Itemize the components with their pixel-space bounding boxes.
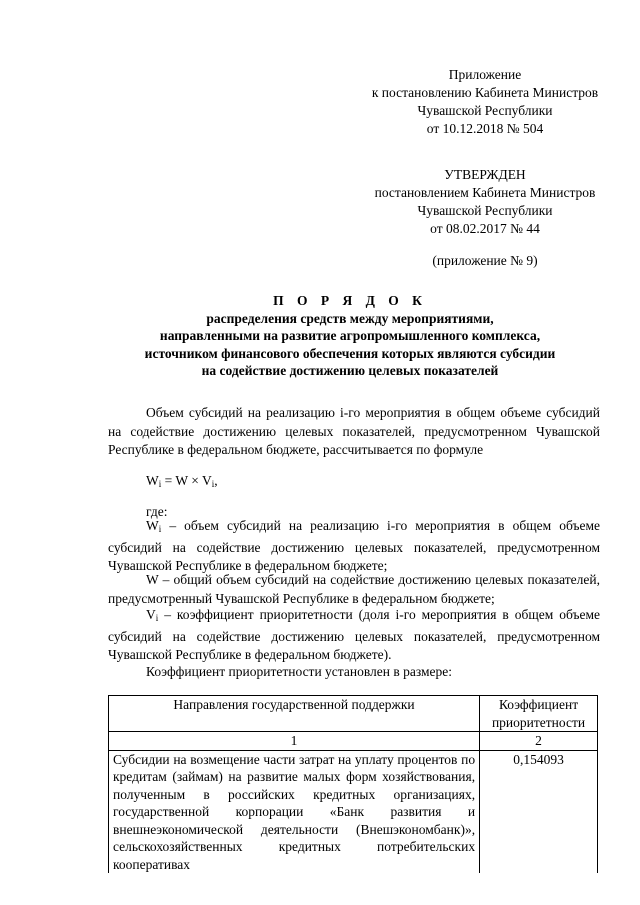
table-row [109,750,598,873]
row-direction: Субсидии на возмещение части затрат на уплату процентов по кредитам (займам) на развитие малых форм хозяйствования, полученным в российских кредитных организациях, государственной корпорации «Банк развития и внешнеэкономической деятельности (Внешэкономбанк)», сельскохозяйственных кредитных потребительских кооперативах [109,750,480,873]
formula-eq: = W × V [161,473,212,488]
table-column-numbers-row [109,732,598,751]
formula-end: , [214,473,218,488]
def-wi-text: – объем субсидий на реализацию i-го мероприятия в общем объеме субсидий на содействие достижению целевых показателей, предусмотренном Чувашской Республике в федеральном бюджете; [108,518,600,573]
annex-republic: Чувашской Республики [417,103,553,118]
formula-sub-i: i [158,479,162,489]
annex-block [360,66,610,138]
def-wi-symbol: W [146,518,159,533]
coefficient-table [108,695,598,873]
approved-title: УТВЕРЖДЕН [444,167,526,182]
header-direction: Направления государственной поддержки [109,696,480,732]
intro-paragraph: Объем субсидий на реализацию i-го мероприятия в общем объеме субсидий на содействие достижению целевых показателей, предусмотренном Чувашской Республике в федеральном бюджете, рассчитывается по формуле [108,405,600,457]
annex-to-decree: к постановлению Кабинета Министров [371,85,599,100]
document-title [100,292,600,380]
approved-by-decree: постановлением Кабинета Министров [374,185,596,200]
annex-date-number: от 10.12.2018 № 504 [426,121,544,136]
annex-title: Приложение [448,67,522,82]
definition-vi [108,606,600,665]
formula [146,473,218,489]
table-header-row [109,696,598,732]
def-vi-symbol: V [146,607,156,622]
def-wi-sub: i [158,524,162,534]
where-label: где: [146,504,168,519]
column-number-1: 1 [109,732,480,751]
approved-republic: Чувашской Республики [417,203,553,218]
approved-block [360,166,610,270]
header-coefficient: Коэффициент приоритетности [480,696,598,732]
title-line-3: источником финансового обеспечения которых являются субсидии [144,345,556,361]
formula-sub-i-2: i [211,479,215,489]
title-heading: П О Р Я Д О К [273,293,427,308]
appendix-note: (приложение № 9) [432,253,538,268]
row-coefficient: 0,154093 [480,750,598,873]
coefficient-intro: Коэффициент приоритетности установлен в размере: [146,664,453,679]
title-line-1: распределения средств между мероприятиями, [206,310,494,326]
title-line-2: направленными на развитие агропромышленного комплекса, [159,328,541,343]
definition-wi [108,517,600,576]
definition-w: W – общий объем субсидий на содействие достижению целевых показателей, предусмотренный Чувашской Республике в федеральном бюджете; [108,572,600,606]
approved-date-number: от 08.02.2017 № 44 [430,221,540,236]
def-vi-text: – коэффициент приоритетности (доля i-го мероприятия в общем объеме субсидий на содействие достижению целевых показателей, предусмотренном Чувашской Республике в федеральном бюджете). [108,607,600,662]
column-number-2: 2 [480,732,598,751]
def-vi-sub: i [155,613,159,623]
title-line-4: на содействие достижению целевых показателей [201,363,499,378]
formula-w: W [146,473,159,488]
